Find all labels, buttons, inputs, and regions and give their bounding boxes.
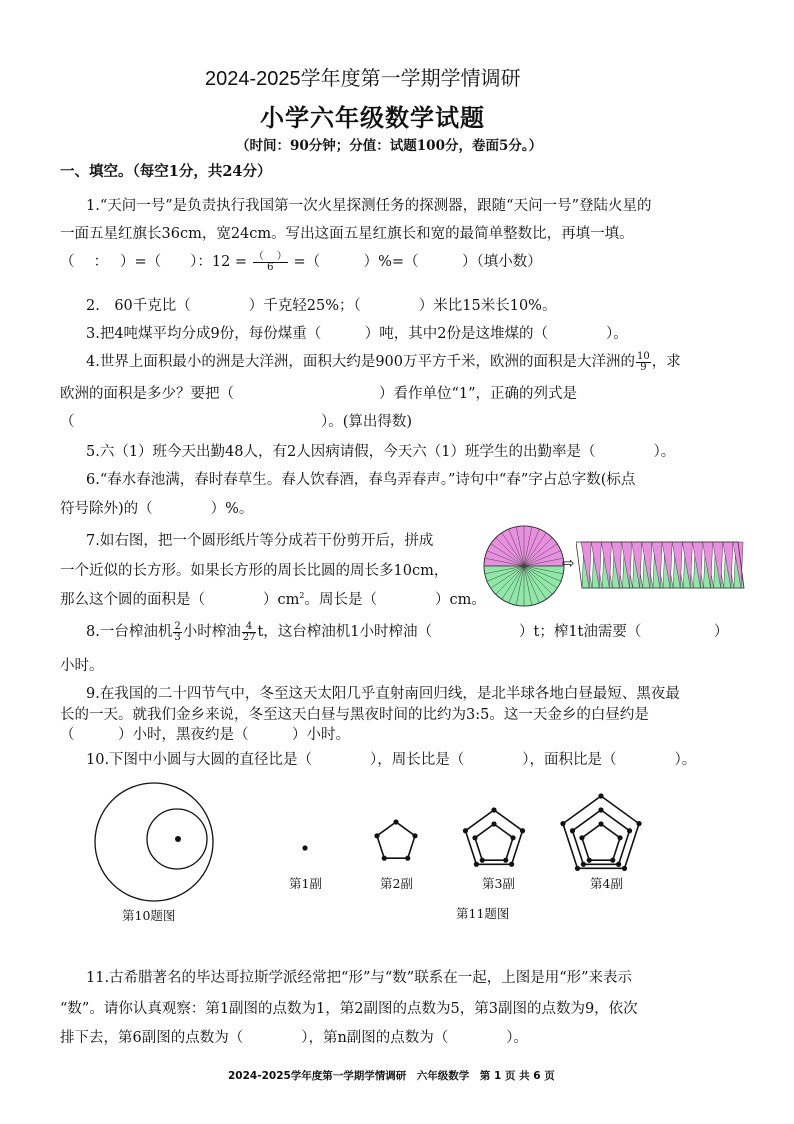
rectangle-strips [581, 542, 744, 588]
q1-line1: 1.“天问一号”是负责执行我国第一次火星探测任务的探测器，跟随“天问一号”登陆火星的 [86, 198, 652, 214]
q7-superscript: 2 [299, 591, 305, 601]
center-dot [175, 836, 181, 842]
pentagon [582, 824, 620, 860]
dot [617, 835, 622, 840]
dot [463, 828, 468, 833]
q4-line1-end: ，求 [651, 354, 681, 370]
pentagon [377, 822, 415, 858]
q8-frac1-num: 2 [174, 620, 181, 632]
q7-line2: 一个近似的长方形。如果长方形的周长比圆的周长多10cm， [60, 563, 449, 579]
fig10-caption: 第10题图 [122, 908, 176, 923]
q7-line1: 7.如右图，把一个圆形纸片等分成若干份剪开后，拼成 [86, 533, 434, 549]
dot [616, 862, 621, 867]
q10-text: 10.下图中小圆与大圆的直径比是（ ），周长比是（ ），面积比是（ ）。 [86, 752, 697, 768]
q1-frac-num: （ ） [253, 250, 287, 262]
q8-part1: 8.一台榨油机 [86, 624, 173, 640]
q4-line1-text: 4.世界上面积最小的洲是大洋洲，面积大约是900万平方千米，欧洲的面积是大洋洲的 [86, 354, 636, 370]
q8-frac1 [173, 622, 181, 643]
dot [610, 858, 615, 863]
dot [627, 828, 632, 833]
q4-line2: 欧洲的面积是多少？要把（ ）看作单位“1”，正确的列式是 [60, 386, 578, 402]
q6-line1: 6.“春水春池满，春时春草生。春人饮春酒，春鸟弄春声。”诗句中“春”字占总字数(标点 [86, 472, 636, 488]
dot [474, 862, 479, 867]
q1-fraction [253, 252, 288, 273]
q8-frac2-den: 27 [242, 631, 256, 643]
dot [382, 856, 387, 861]
q9-line1: 9.在我国的二十四节气中，冬至这天太阳几乎直射南回归线，是北半球各地白昼最短、黑夜最 [86, 686, 680, 702]
q9-line3: （ ）小时，黑夜约是（ ）小时。 [60, 727, 350, 743]
dot [622, 866, 627, 871]
dot [581, 862, 586, 867]
circle-sector-lines [484, 526, 564, 606]
q8-frac1-den: 3 [174, 631, 181, 643]
dot [509, 862, 514, 867]
q4-frac-num: 10 [637, 350, 650, 362]
dot [560, 821, 565, 826]
q1-ratio-blanks: （ ： ）=（ ）：12 = [60, 254, 248, 270]
dot [503, 858, 508, 863]
fig11-caption: 第11题图 [456, 906, 510, 921]
q7-line3 [60, 588, 486, 609]
q8-line1 [86, 620, 728, 643]
q1-line3 [60, 250, 542, 273]
dot [579, 835, 584, 840]
dot [636, 821, 641, 826]
q8-part3: t，这台榨油机1小时榨油（ ）t；榨1t油需要（ ） [257, 624, 729, 640]
q11-line3: 排下去，第6副图的点数为（ ），第n副图的点数为（ ）。 [60, 1030, 529, 1046]
q7-perimeter-blank: 。周长是（ ）cm。 [304, 592, 486, 608]
dot [520, 828, 525, 833]
page-footer: 2024-2025学年度第一学期学情调研 六年级数学 第 1 页 共 6 页 [228, 1070, 555, 1082]
exam-title-top: 2024-2025学年度第一学期学情调研 [205, 68, 521, 90]
exam-title-main: 小学六年级数学试题 [260, 104, 485, 132]
pentagon [475, 824, 513, 860]
q1-line2: 一面五星红旗长36cm，宽24cm。写出这面五星红旗长和宽的最简单整数比，再填一填。 [60, 226, 634, 242]
dot [405, 856, 410, 861]
dot [587, 858, 592, 863]
dot [491, 821, 496, 826]
q9-line2: 长的一天。就我们金乡来说，冬至这天白昼与黑夜时间的比约为3:5。这一天金乡的白昼约是 [60, 707, 649, 723]
fig11-pentagons [280, 778, 670, 878]
arrow-icon: ⇨ [562, 554, 575, 572]
q11-line1: 11.古希腊著名的毕达哥拉斯学派经常把“形”与“数”联系在一起，上图是用“形”来表示 [86, 970, 633, 986]
dot [598, 807, 603, 812]
q4-line3: （ ）。(算出得数) [60, 414, 413, 430]
section-heading: 一、填空。（每空1分，共24分） [60, 163, 272, 180]
q1-frac-den: 6 [267, 261, 274, 273]
dot [472, 835, 477, 840]
q4-fraction [636, 352, 651, 373]
q4-frac-den: 9 [640, 361, 647, 373]
dot [302, 845, 307, 850]
q11-line2: “数”。请你认真观察：第1副图的点数为1，第2副图的点数为5，第3副图的点数为9，依次 [60, 1001, 638, 1017]
q3-text: 3.把4吨煤平均分成9份，每份煤重（ ）吨，其中2份是这堆煤的（ ）。 [86, 326, 628, 342]
exam-subtitle: （时间：90分钟；分值：试题100分，卷面5分。） [236, 138, 543, 154]
fig11-label-1: 第1副 [289, 876, 322, 891]
fig11-label-3: 第3副 [482, 876, 515, 891]
dot [491, 807, 496, 812]
q6-line2: 符号除外)的（ ）%。 [60, 501, 254, 517]
large-circle [95, 783, 213, 901]
q8-frac2-num: 4 [242, 622, 257, 633]
pentagon-pattern [302, 793, 641, 871]
dot [393, 819, 398, 824]
dot [598, 821, 603, 826]
q7-rectangle-figure [576, 540, 746, 590]
dot [412, 833, 417, 838]
fig11-label-4: 第4副 [590, 876, 623, 891]
q2-text: 2. 60千克比（ ）千克轻25%；（ ）米比15米长10%。 [86, 298, 557, 314]
q5-text: 5.六（1）班今天出勤48人，有2人因病请假，今天六（1）班学生的出勤率是（ ）。 [86, 444, 676, 460]
fig11-label-2: 第2副 [380, 876, 413, 891]
q7-area-blank: 那么这个圆的面积是（ ）cm [60, 592, 300, 608]
dot [570, 828, 575, 833]
q1-percent-blanks: =（ ）%=（ ）（填小数） [293, 254, 542, 270]
q8-line2: 小时。 [60, 658, 104, 674]
dot [374, 833, 379, 838]
dot [510, 835, 515, 840]
q8-frac2 [242, 622, 257, 643]
q7-circle-figure [482, 524, 566, 608]
fig10-circles [92, 780, 216, 904]
dot [598, 793, 603, 798]
dot [575, 866, 580, 871]
dot [480, 858, 485, 863]
q8-part2: 小时榨油 [182, 624, 241, 640]
q4-line1 [86, 350, 681, 373]
